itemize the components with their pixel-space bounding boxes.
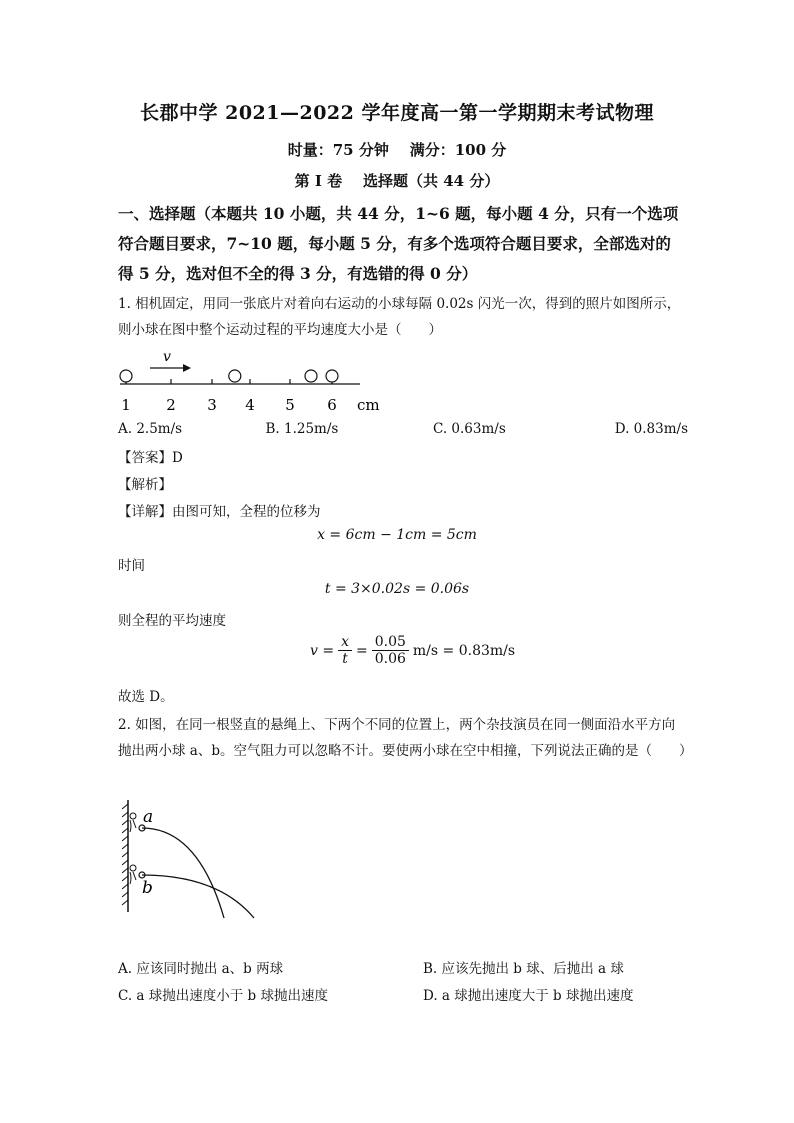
flash-ball-4 [326, 370, 338, 382]
velocity-label: v [163, 349, 171, 365]
formula-displacement: x = 6cm − 1cm = 5cm [317, 527, 477, 543]
frac-values [372, 634, 409, 667]
q1-option-b[interactable]: B. 1.25m/s [265, 421, 339, 437]
tick-label-6: 6 [327, 396, 337, 414]
frac-den-value: 0.06 [374, 651, 406, 667]
q1-avg-label: 则全程的平均速度 [118, 613, 226, 629]
q2-option-b[interactable]: B. 应该先抛出 b 球、后抛出 a 球 [423, 961, 624, 977]
tick-label-2: 2 [166, 396, 176, 414]
q1-option-c[interactable]: C. 0.63m/s [433, 421, 506, 437]
tick-label-1: 1 [121, 396, 131, 414]
q1-analysis: 【解析】 [118, 477, 172, 493]
performer-b [130, 865, 136, 884]
trajectory-a [142, 828, 224, 918]
q1-detail: 【详解】由图可知，全程的位移为 [118, 504, 321, 520]
velocity-arrowhead [183, 364, 191, 372]
avg-v-result: m/s = 0.83m/s [412, 642, 516, 659]
equals-sign: = [356, 642, 368, 659]
q2-option-a[interactable]: A. 应该同时抛出 a、b 两球 [118, 961, 284, 977]
frac-t-den: t [342, 651, 348, 667]
frac-x-t [338, 634, 352, 667]
q2-figure [118, 796, 268, 924]
question-1-options [118, 421, 688, 437]
q1-option-a[interactable]: A. 2.5m/s [118, 421, 183, 437]
question-2-stem: 2. 如图，在同一根竖直的悬绳上、下两个不同的位置上，两个杂技演员在同一侧面沿水平方向抛出两小球 a、b。空气阻力可以忽略不计。要使两小球在空中相撞，下列说法正确的是（ ） [118, 717, 693, 759]
q1-figure [115, 344, 385, 416]
question-1-stem: 1. 相机固定，用同一张底片对着向右运动的小球每隔 0.02s 闪光一次，得到的照片如图所示，则小球在图中整个运动过程的平均速度大小是（ ） [118, 296, 681, 338]
tick-label-3: 3 [207, 396, 217, 414]
formula-time: t = 3×0.02s = 0.06s [324, 581, 470, 597]
frac-x-num: x [338, 634, 352, 651]
question-2-options-row1 [118, 957, 688, 977]
label-a: a [143, 807, 154, 827]
q1-time-label: 时间 [118, 558, 145, 574]
formula-average-velocity [310, 634, 515, 667]
q2-option-d[interactable]: D. a 球抛出速度大于 b 球抛出速度 [423, 988, 634, 1004]
rope-hatching [122, 804, 128, 905]
flash-ball-1 [120, 370, 132, 382]
q2-option-c[interactable]: C. a 球抛出速度小于 b 球抛出速度 [118, 988, 328, 1004]
flash-ball-2 [229, 370, 241, 382]
label-b: b [142, 878, 153, 898]
section-heading: 一、选择题（本题共 10 小题，共 44 分，1~6 题，每小题 4 分，只有一个选项符合题目要求，7~10 题，每小题 5 分，有多个选项符合题目要求，全部选对的得 5 分，选对但不全的得 3 分，有选错的得 0 分） [118, 204, 679, 283]
flash-ball-3 [305, 370, 317, 382]
tick-label-4: 4 [245, 396, 255, 414]
question-2-options-row2 [118, 984, 688, 1004]
avg-v-symbol: v = [310, 642, 335, 659]
q1-conclusion: 故选 D。 [118, 689, 174, 705]
tick-label-5: 5 [285, 396, 295, 414]
performer-a [130, 813, 136, 832]
part-heading: 第 I 卷 选择题（共 44 分） [294, 172, 500, 190]
page-title: 长郡中学 2021—2022 学年度高一第一学期期末考试物理 [140, 102, 654, 124]
q1-answer: 【答案】D [118, 450, 183, 466]
frac-num-value: 0.05 [372, 634, 409, 651]
trajectory-b [142, 875, 254, 918]
unit-label: cm [357, 396, 380, 414]
q1-option-d[interactable]: D. 0.83m/s [614, 421, 688, 437]
time-score-line: 时量：75 分钟 满分：100 分 [287, 141, 507, 159]
